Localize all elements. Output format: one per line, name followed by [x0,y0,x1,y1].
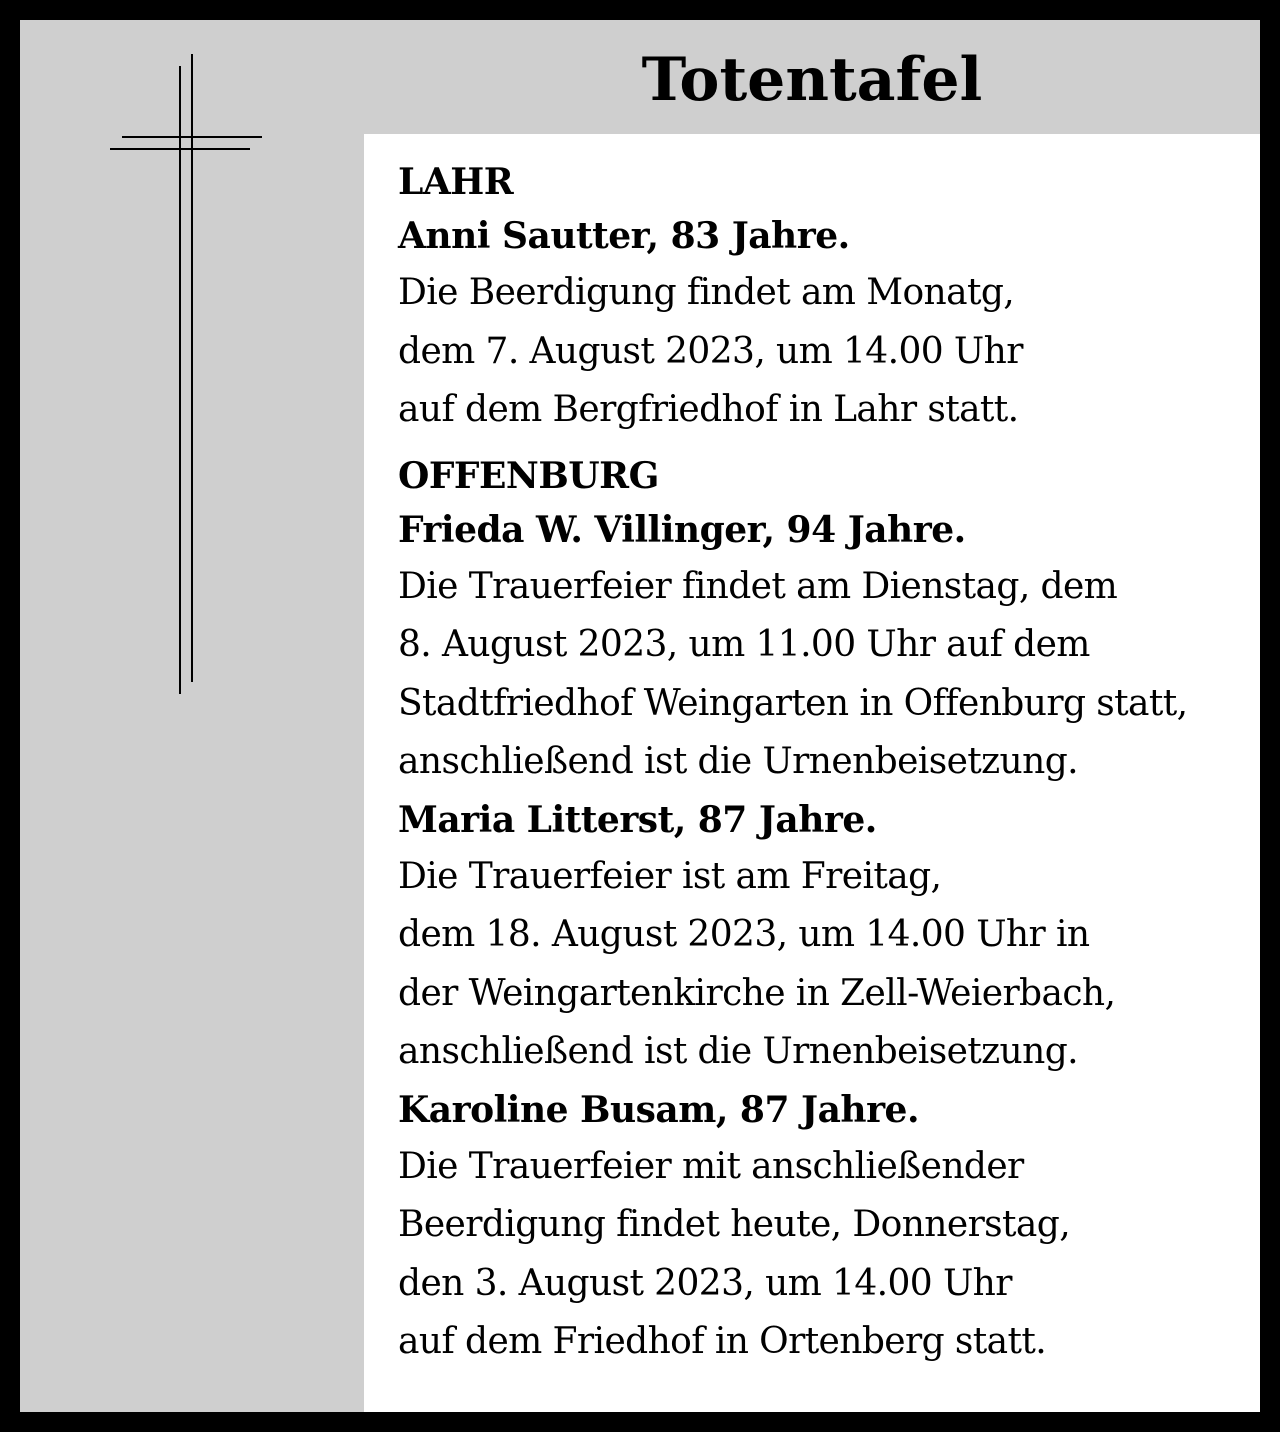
section-lahr [398,156,1248,440]
notice-panel [364,134,1260,1412]
obituary-board [20,20,1260,1412]
notice-line: dem 18. August 2023, um 14.00 Uhr in [398,914,1090,955]
notice-line: Die Trauerfeier findet am Dienstag, dem [398,565,1118,607]
obituary-entry [398,502,1248,792]
section-offenburg [398,450,1248,1372]
page-title: Totentafel [641,45,983,115]
obituary-entry [398,1082,1248,1372]
notice-line: Die Beerdigung findet am Monatg, [398,272,1015,313]
notice-line: Die Trauerfeier ist am Freitag, [398,855,942,897]
notice-line: Beerdigung findet heute, Donnerstag, [398,1204,1071,1245]
person-name: Karoline Busam, 87 Jahre. [398,1088,919,1131]
person-name: Frieda W. Villinger, 94 Jahre. [398,508,966,551]
obituary-entry [398,208,1248,440]
notice-line: auf dem Friedhof in Ortenberg statt. [398,1321,1047,1362]
notice-line: anschließend ist die Urnenbeisetzung. [398,1031,1078,1072]
notice-line: anschließend ist die Urnenbeisetzung. [398,741,1078,782]
notice-line: 8. August 2023, um 11.00 Uhr auf dem [398,624,1090,665]
notice-content [398,156,1248,1372]
notice-line: auf dem Bergfriedhof in Lahr statt. [398,389,1019,430]
obituary-entry [398,792,1248,1082]
notice-line: der Weingartenkirche in Zell-Weierbach, [398,972,1116,1014]
notice-line: dem 7. August 2023, um 14.00 Uhr [398,330,1023,372]
notice-line: Die Trauerfeier mit anschließender [398,1145,1024,1187]
person-name: Anni Sautter, 83 Jahre. [398,215,850,257]
notice-line: Stadtfriedhof Weingarten in Offenburg statt, [398,682,1188,724]
place-heading: LAHR [398,161,514,203]
cross-icon [110,54,262,696]
notice-line: den 3. August 2023, um 14.00 Uhr [398,1262,1012,1304]
person-name: Maria Litterst, 87 Jahre. [398,798,877,841]
place-heading: OFFENBURG [398,454,659,497]
